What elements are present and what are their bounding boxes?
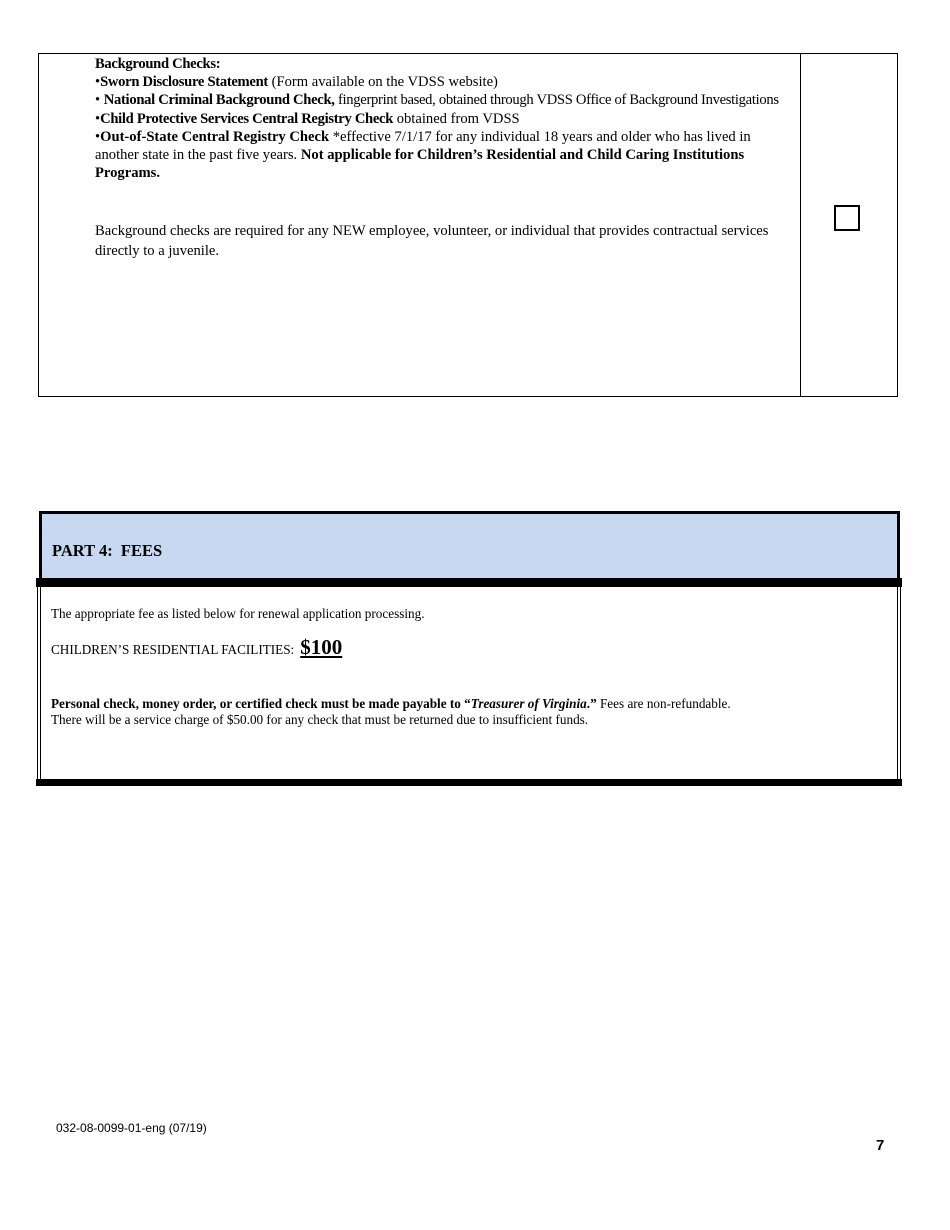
list-item: • National Criminal Background Check, fingerprint based, obtained through VDSS Office of Background Investigations [95,92,779,109]
fee-row [51,635,342,660]
list-item: •Child Protective Services Central Registry Check obtained from VDSS [95,110,520,127]
list-item: •Sworn Disclosure Statement (Form available on the VDSS website) [95,74,498,91]
background-checks-checkbox[interactable] [834,205,860,231]
page-number: 7 [876,1137,885,1154]
fees-intro: The appropriate fee as listed below for renewal application processing. [51,606,425,621]
item-title: Sworn Disclosure Statement [100,74,268,91]
payee: Treasurer of Virginia [470,696,587,711]
divider [36,779,902,786]
item-title: National Criminal Background Check, [103,92,335,109]
background-checks-note: Background checks are required for any NEW employee, volunteer, or individual that provides contractual services directly to a juvenile. [95,223,769,259]
fees-title: PART 4: FEES [52,541,163,560]
not-applicable-note: Not applicable for Children’s Residential and Child Caring Institutions Programs. [95,147,745,182]
item-title: Out-of-State Central Registry Check [100,128,330,145]
background-checks-heading: Background Checks: [95,56,221,72]
column-divider [800,54,801,396]
item-title: Child Protective Services Central Registry Check [100,110,394,127]
background-checks-table [38,53,898,397]
divider [36,578,902,587]
list-item: •Out-of-State Central Registry Check *effective 7/1/17 for any individual 18 years and older who has lived in another state in the past five years. Not applicable for Children’s Residential and Child Caring Institutions Programs. [95,128,751,182]
fee-amount: $100 [300,635,343,659]
service-charge-note: There will be a service charge of $50.00 for any check that must be returned due to insufficient funds. [51,712,589,727]
fees-section-body [37,587,901,779]
form-id: 032-08-0099-01-eng (07/19) [56,1121,207,1135]
payment-instructions: Personal check, money order, or certified check must be made payable to “Treasurer of Virginia.” Fees are non-refundable. There will be a service charge of $50.00 for any check that must be returned due to insufficient funds. [51,696,731,727]
fee-label: CHILDREN’S RESIDENTIAL FACILITIES: [51,642,295,657]
fees-section-header [39,511,900,581]
background-checks-content [95,55,785,261]
